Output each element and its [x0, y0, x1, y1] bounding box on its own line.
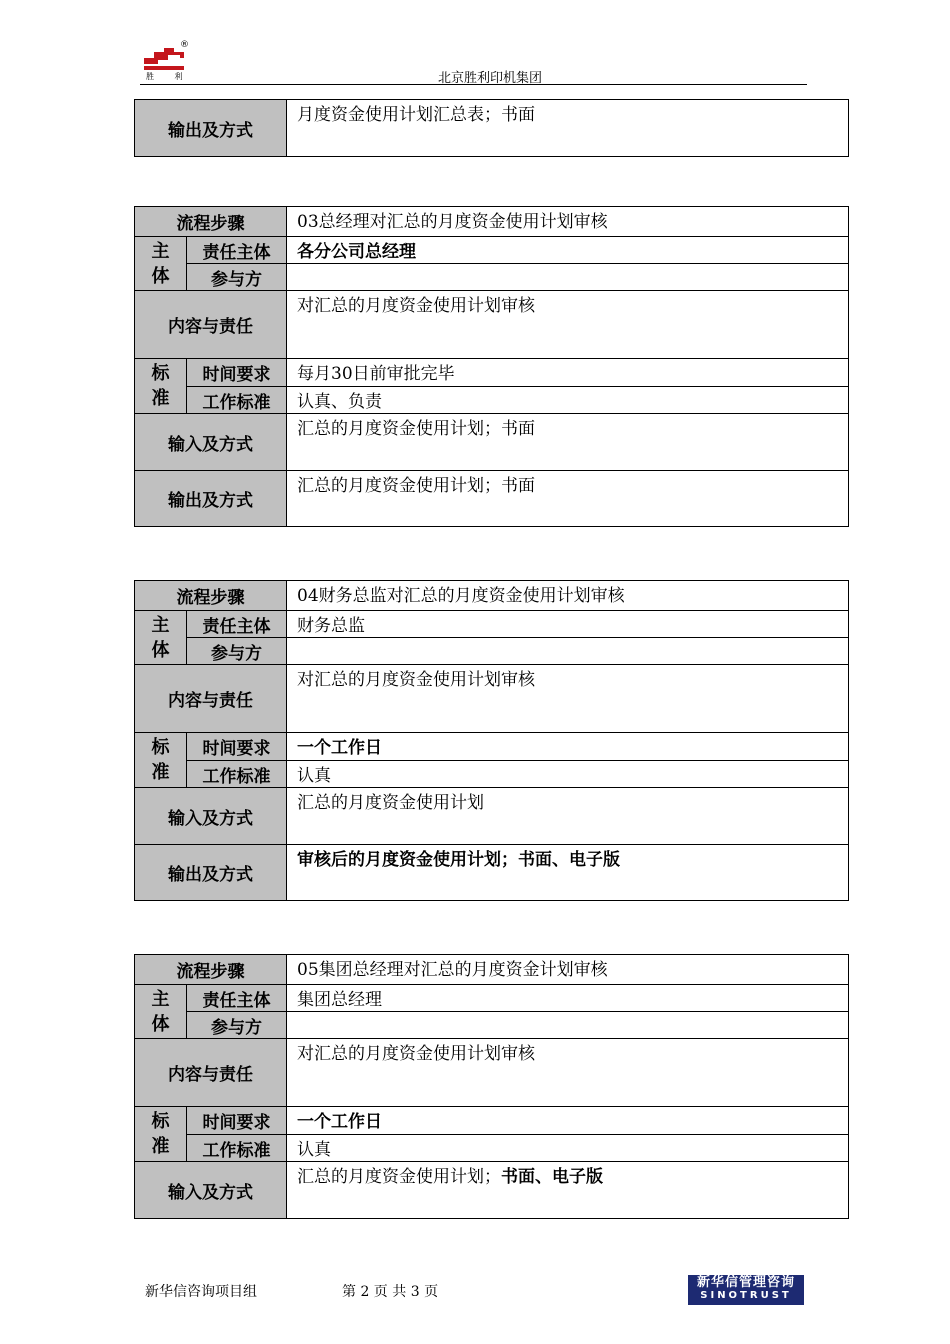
participant-value [287, 264, 849, 291]
content-label: 内容与责任 [135, 1039, 287, 1107]
work-standard-label: 工作标准 [187, 1135, 287, 1162]
time-value: 一个工作日 [287, 1107, 849, 1135]
responsible-value: 各分公司总经理 [287, 237, 849, 264]
footer-page-number: 第 2 页 共 3 页 [342, 1284, 439, 1300]
subject-label: 主 体 [135, 985, 187, 1039]
input-value-format: 书面、电子版 [501, 1167, 603, 1187]
responsible-value: 财务总监 [287, 611, 849, 638]
footer-project-group: 新华信咨询项目组 [145, 1284, 257, 1300]
time-label: 时间要求 [187, 359, 287, 387]
registered-mark: ® [180, 40, 189, 50]
sinotrust-logo-line1: 新华信管理咨询 [696, 1275, 795, 1290]
content-value: 对汇总的月度资金使用计划审核 [287, 291, 849, 359]
work-standard-value: 认真 [287, 1135, 849, 1162]
process-table-output-fragment [134, 99, 849, 157]
input-label: 输入及方式 [135, 788, 287, 845]
content-value: 对汇总的月度资金使用计划审核 [287, 1039, 849, 1107]
participant-label: 参与方 [187, 1012, 287, 1039]
company-name: 北京胜利印机集团 [438, 71, 543, 86]
responsible-label: 责任主体 [187, 237, 287, 264]
input-value-text: 汇总的月度资金使用计划； [297, 1167, 501, 1187]
input-value: 汇总的月度资金使用计划；书面 [287, 414, 849, 471]
logo-text: 胜 利 [146, 72, 192, 81]
work-standard-value: 认真 [287, 761, 849, 788]
output-label: 输出及方式 [135, 471, 287, 527]
input-value [287, 1162, 849, 1219]
process-table-step-05 [134, 954, 849, 1219]
content-label: 内容与责任 [135, 665, 287, 733]
time-label: 时间要求 [187, 733, 287, 761]
time-label: 时间要求 [187, 1107, 287, 1135]
subject-label: 主 体 [135, 611, 187, 665]
output-value: 审核后的月度资金使用计划；书面、电子版 [287, 845, 849, 901]
time-value: 一个工作日 [287, 733, 849, 761]
step-value: 05集团总经理对汇总的月度资金计划审核 [287, 955, 849, 985]
standard-label: 标 准 [135, 359, 187, 414]
input-label: 输入及方式 [135, 1162, 287, 1219]
subject-label: 主 体 [135, 237, 187, 291]
responsible-label: 责任主体 [187, 985, 287, 1012]
step-label: 流程步骤 [135, 581, 287, 611]
step-value: 04财务总监对汇总的月度资金使用计划审核 [287, 581, 849, 611]
participant-value [287, 638, 849, 665]
participant-label: 参与方 [187, 264, 287, 291]
sinotrust-logo-line2: SINOTRUST [700, 1290, 792, 1301]
process-table-step-03 [134, 206, 849, 527]
step-label: 流程步骤 [135, 955, 287, 985]
participant-value [287, 1012, 849, 1039]
sinotrust-logo [688, 1275, 804, 1305]
input-label: 输入及方式 [135, 414, 287, 471]
participant-label: 参与方 [187, 638, 287, 665]
content-value: 对汇总的月度资金使用计划审核 [287, 665, 849, 733]
work-standard-value: 认真、负责 [287, 387, 849, 414]
process-table-step-04 [134, 580, 849, 901]
output-label: 输出及方式 [135, 100, 287, 157]
output-value: 月度资金使用计划汇总表；书面 [287, 100, 849, 157]
standard-label: 标 准 [135, 733, 187, 788]
step-label: 流程步骤 [135, 207, 287, 237]
responsible-value: 集团总经理 [287, 985, 849, 1012]
input-value: 汇总的月度资金使用计划 [287, 788, 849, 845]
page-header [140, 42, 807, 85]
responsible-label: 责任主体 [187, 611, 287, 638]
step-value: 03总经理对汇总的月度资金使用计划审核 [287, 207, 849, 237]
output-label: 输出及方式 [135, 845, 287, 901]
output-value: 汇总的月度资金使用计划；书面 [287, 471, 849, 527]
work-standard-label: 工作标准 [187, 387, 287, 414]
time-value: 每月30日前审批完毕 [287, 359, 849, 387]
work-standard-label: 工作标准 [187, 761, 287, 788]
standard-label: 标 准 [135, 1107, 187, 1162]
content-label: 内容与责任 [135, 291, 287, 359]
